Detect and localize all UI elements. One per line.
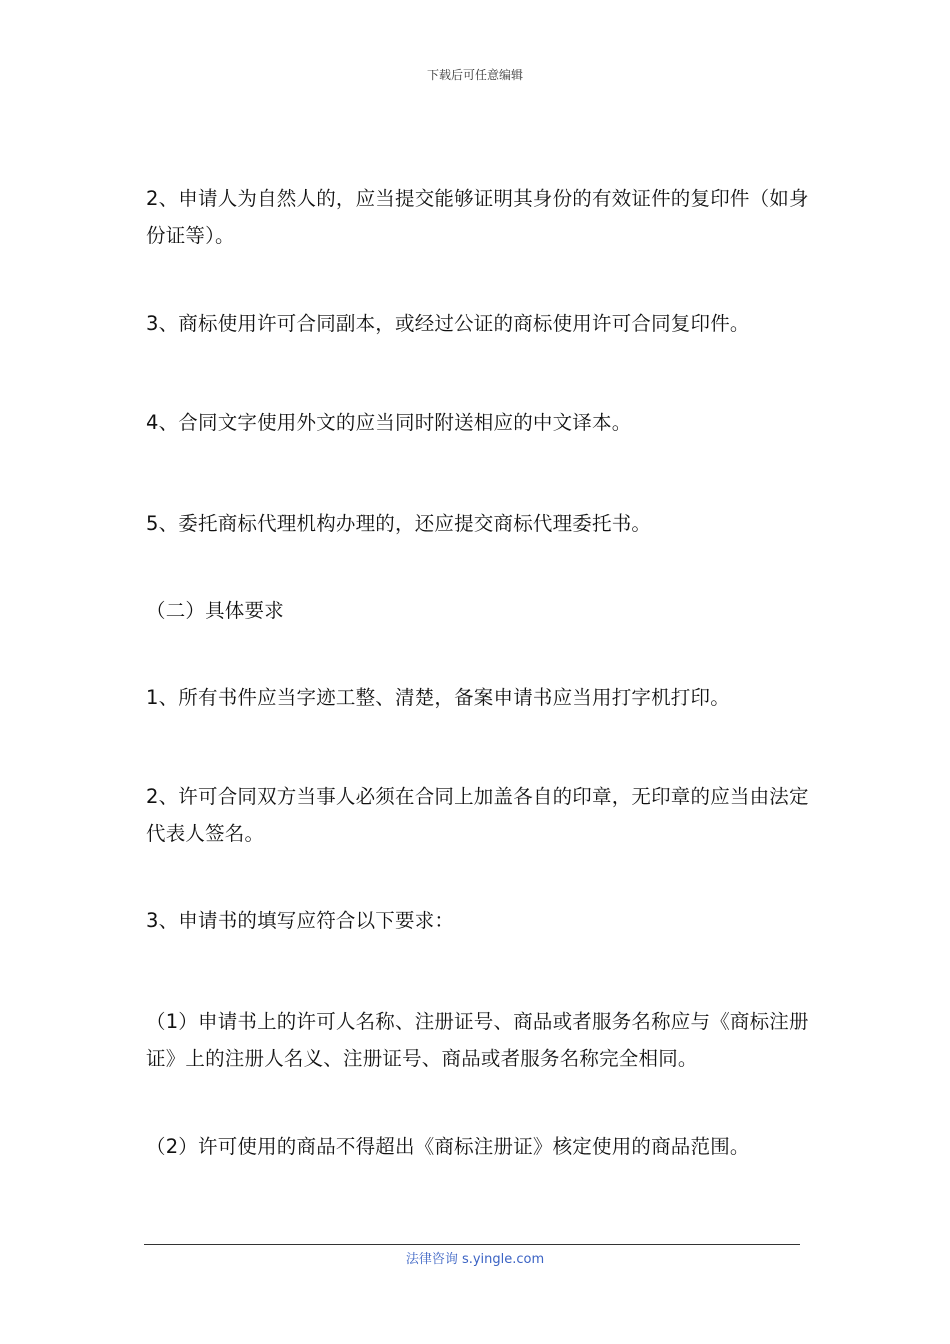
- paragraph-item-2-identity: 2、申请人为自然人的，应当提交能够证明其身份的有效证件的复印件（如身份证等）。: [146, 187, 809, 247]
- page-header: 下载后可任意编辑: [426, 68, 523, 82]
- paragraph-req-2-seal: 2、许可合同双方当事人必须在合同上加盖各自的印章，无印章的应当由法定代表人签名。: [146, 785, 809, 845]
- paragraph-item-4-translation: 4、合同文字使用外文的应当同时附送相应的中文译本。: [146, 411, 632, 434]
- footer-divider: [144, 1244, 800, 1245]
- footer-link[interactable]: 法律咨询 s.yingle.com: [405, 1252, 545, 1267]
- paragraph-sub-2-scope: （2）许可使用的商品不得超出《商标注册证》核定使用的商品范围。: [146, 1135, 750, 1158]
- paragraph-item-3-contract-copy: 3、商标使用许可合同副本，或经过公证的商标使用许可合同复印件。: [146, 312, 750, 335]
- section-heading-requirements: （二）具体要求: [146, 599, 284, 622]
- paragraph-req-3-form: 3、申请书的填写应符合以下要求：: [146, 909, 455, 932]
- paragraph-sub-1-names: （1）申请书上的许可人名称、注册证号、商品或者服务名称应与《商标注册证》上的注册人名义、注册证号、商品或者服务名称完全相同。: [146, 1010, 809, 1070]
- paragraph-req-1-typed: 1、所有书件应当字迹工整、清楚，备案申请书应当用打字机打印。: [146, 686, 730, 709]
- paragraph-item-5-agent: 5、委托商标代理机构办理的，还应提交商标代理委托书。: [146, 512, 652, 535]
